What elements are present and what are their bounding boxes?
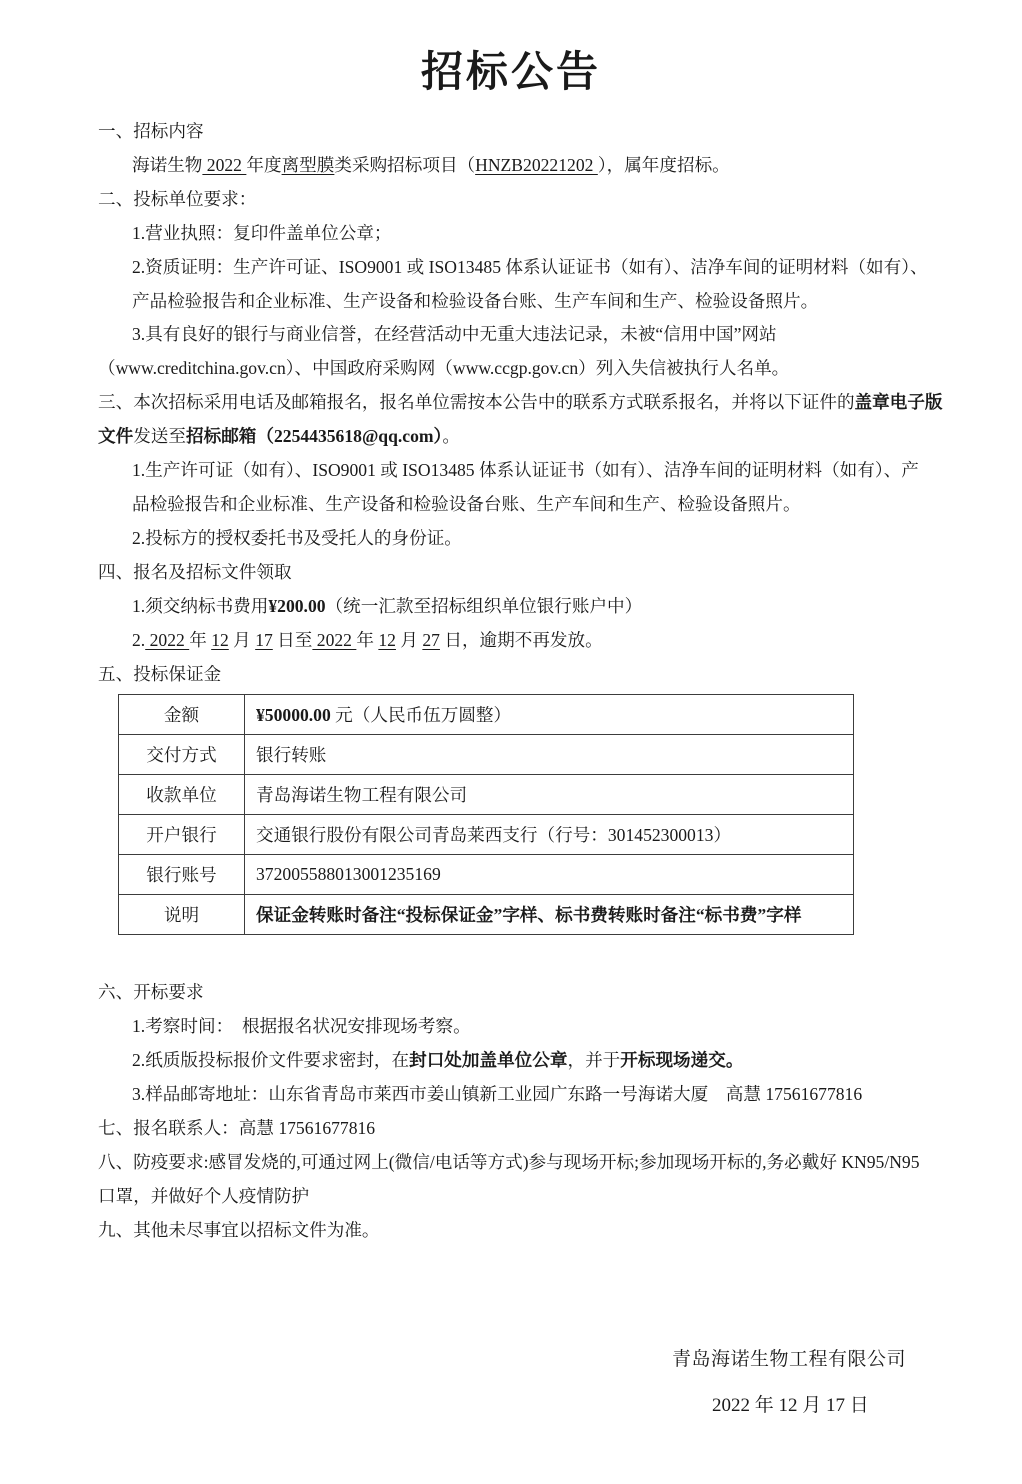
table-value-cell [245, 735, 854, 775]
text-run: 日，逾期不再发放。 [439, 629, 603, 650]
paragraph [98, 522, 930, 556]
table-label-cell: 收款单位 [119, 775, 245, 815]
text-run: ¥200.00 [268, 595, 326, 616]
text-run: 五、投标保证金 [98, 663, 222, 684]
text-run: （统一汇款至招标组织单位银行账户中） [325, 595, 643, 616]
table-value-cell [245, 855, 854, 895]
text-run: 3.具有良好的银行与商业信誉，在经营活动中无重大违法记录，未被“信用中国”网站 [132, 324, 777, 345]
text-run: 文件 [98, 426, 134, 447]
paragraph [98, 217, 930, 251]
text-run: 离型膜 [281, 154, 335, 175]
table-row [119, 735, 854, 775]
text-run: ¥50000.00 [256, 705, 331, 726]
paragraph [98, 183, 930, 217]
table-label-cell: 交付方式 [119, 735, 245, 775]
text-run: 日至 [272, 629, 313, 650]
paragraph [98, 1146, 930, 1180]
footer-date: 2022 年 12 月 17 日 [712, 1395, 869, 1416]
text-run: 口罩，并做好个人疫情防护 [98, 1185, 310, 1206]
table-label-cell: 说明 [119, 895, 245, 935]
paragraph [98, 149, 930, 183]
text-run: 一、招标内容 [98, 121, 204, 142]
text-run: 年度 [246, 154, 282, 175]
text-run: 发送至 [133, 426, 186, 447]
text-run: 3.样品邮寄地址：山东省青岛市莱西市姜山镇新工业园广东路一号海诺大厦 高慧 17561677816 [132, 1084, 863, 1105]
text-run: 月 [228, 629, 256, 650]
text-run: 封口处加盖单位公章 [409, 1050, 568, 1071]
paragraph [98, 488, 930, 522]
text-run: （www.creditchina.gov.cn）、中国政府采购网（www.ccgp.gov.cn）列入失信被执行人名单。 [98, 358, 790, 379]
paragraph [98, 556, 930, 590]
text-run: HNZB20221202 [475, 154, 598, 175]
table-row [119, 815, 854, 855]
text-run: 。 [442, 426, 460, 447]
footer-company: 青岛海诺生物工程有限公司 [672, 1349, 907, 1370]
text-run: 1.须交纳标书费用 [132, 595, 269, 616]
text-run: 八、防疫要求:感冒发烧的,可通过网上(微信/电话等方式)参与现场开标;参加现场开标的,务必戴好 KN95/N95 [98, 1151, 920, 1172]
paragraph [98, 115, 930, 149]
text-run: 27 [422, 629, 440, 650]
table-row [119, 895, 854, 935]
body-bottom-section [98, 976, 930, 1247]
paragraph [98, 1180, 930, 1214]
text-run: 2022 [312, 629, 357, 650]
text-run: 二、投标单位要求： [98, 188, 257, 209]
text-run: 1.考察时间： 根据报名状况安排现场考察。 [132, 1016, 471, 1037]
paragraph [98, 1078, 930, 1112]
table-value-cell [245, 695, 854, 735]
page-title: 招标公告 [420, 48, 601, 95]
deposit-table [118, 694, 854, 935]
paragraph [98, 1010, 930, 1044]
paragraph [98, 1214, 930, 1248]
table-row [119, 855, 854, 895]
text-run: 海诺生物 [132, 154, 203, 175]
text-run: 盖章电子版 [854, 392, 943, 413]
text-run: 1.生产许可证（如有）、ISO9001 或 ISO13485 体系认证证书（如有）、洁净车间的证明材料（如有）、产 [132, 460, 919, 481]
text-run: 12 [211, 629, 229, 650]
text-run: 产品检验报告和企业标准、生产设备和检验设备台账、生产车间和生产、检验设备照片。 [132, 290, 819, 311]
text-run: 三、本次招标采用电话及邮箱报名，报名单位需按本公告中的联系方式联系报名，并将以下证件的 [98, 392, 855, 413]
text-run: 元（人民币伍万圆整） [330, 705, 512, 726]
text-run: 12 [378, 629, 396, 650]
text-run: 六、开标要求 [98, 982, 204, 1003]
text-run: 2. [132, 629, 146, 650]
table-value-cell [245, 895, 854, 935]
paragraph [98, 420, 930, 454]
text-run: 年 [356, 629, 379, 650]
text-run: 交通银行股份有限公司青岛莱西支行（行号：301452300013） [256, 825, 732, 846]
table-value-cell [245, 775, 854, 815]
text-run: 372005588013001235169 [256, 864, 441, 885]
paragraph [98, 386, 943, 420]
text-run: ，并于 [567, 1050, 621, 1071]
text-run: 17 [255, 629, 273, 650]
text-run: 七、报名联系人：高慧 17561677816 [98, 1118, 376, 1139]
text-run: 2022 [202, 154, 247, 175]
document-body [0, 115, 1022, 1248]
table-value-cell [245, 815, 854, 855]
paragraph [98, 251, 930, 285]
paragraph [98, 285, 930, 319]
text-run: 银行转账 [256, 745, 327, 766]
text-run: 1.营业执照：复印件盖单位公章； [132, 222, 392, 243]
body-top-section [98, 115, 943, 691]
text-run: 2.纸质版投标报价文件要求密封，在 [132, 1050, 410, 1071]
text-run: 品检验报告和企业标准、生产设备和检验设备台账、生产车间和生产、检验设备照片。 [132, 494, 801, 514]
text-run: 月 [395, 629, 423, 650]
paragraph [98, 1044, 930, 1078]
text-run: 四、报名及招标文件领取 [98, 561, 292, 582]
paragraph [98, 590, 930, 624]
text-run: 类采购招标项目（ [334, 154, 476, 175]
table-row [119, 695, 854, 735]
text-run: 开标现场递交。 [620, 1050, 744, 1071]
paragraph [98, 454, 930, 488]
text-run: 2.投标方的授权委托书及受托人的身份证。 [132, 527, 462, 548]
paragraph [98, 976, 930, 1010]
text-run: 年 [189, 629, 212, 650]
table-row [119, 775, 854, 815]
table-label-cell: 开户银行 [119, 815, 245, 855]
paragraph [98, 624, 930, 658]
paragraph [98, 352, 930, 386]
text-run: 九、其他未尽事宜以招标文件为准。 [98, 1219, 380, 1240]
text-run: 保证金转账时备注“投标保证金”字样、标书费转账时备注“标书费”字样 [256, 905, 802, 926]
text-run: ），属年度招标。 [597, 154, 730, 175]
paragraph [98, 658, 930, 692]
text-run: 招标邮箱（2254435618@qq.com） [186, 426, 443, 447]
text-run: 2022 [145, 629, 190, 650]
table-label-cell: 银行账号 [119, 855, 245, 895]
paragraph [98, 318, 930, 352]
text-run: 青岛海诺生物工程有限公司 [256, 785, 468, 806]
paragraph [98, 1112, 930, 1146]
text-run: 2.资质证明：生产许可证、ISO9001 或 ISO13485 体系认证证书（如有）、洁净车间的证明材料（如有）、 [132, 256, 928, 277]
table-label-cell: 金额 [119, 695, 245, 735]
